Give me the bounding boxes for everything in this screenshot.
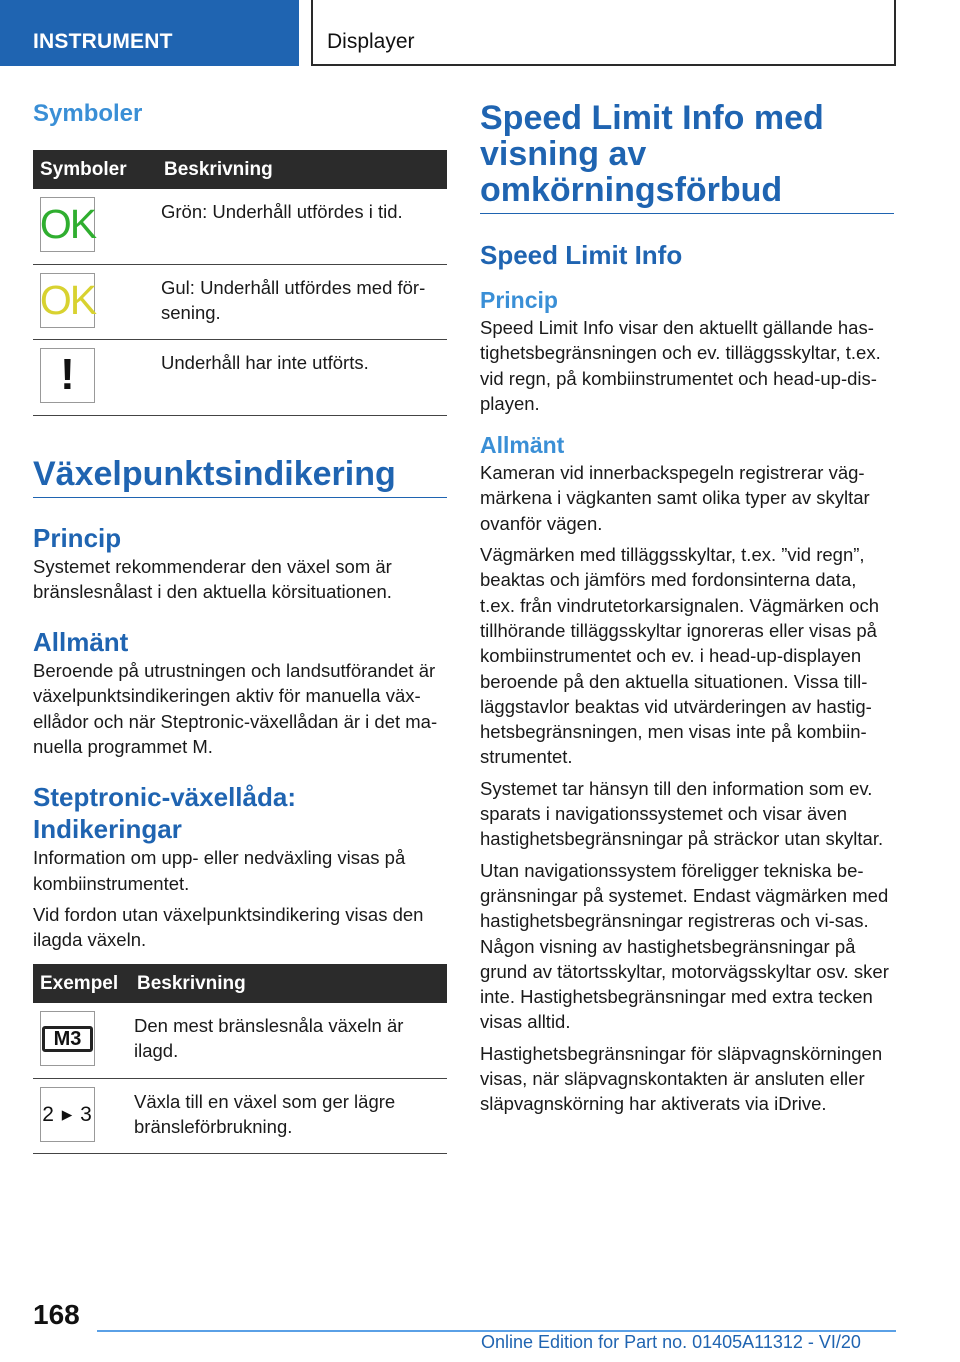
steptronic-text-2: Vid fordon utan växelpunktsindikering visas den ilagda växeln. xyxy=(33,903,424,951)
gear-m3-icon-text: M3 xyxy=(42,1026,93,1052)
allmant-heading: Allmänt xyxy=(33,627,129,658)
table-cell-description: Växla till en växel som ger lägre bränsleförbrukning. xyxy=(130,1078,447,1153)
left-column xyxy=(33,100,447,1154)
ok-green-icon xyxy=(40,197,95,252)
paragraph: Hastighetsbegränsningar för släpvagnskörningen visas, när släpvagnskontakten är ansluten eller släpvagnskörning har aktiverats via iDrive. xyxy=(480,1042,883,1115)
table-cell-description: Grön: Underhåll utfördes i tid. xyxy=(157,189,447,264)
princip-heading: Princip xyxy=(33,522,122,553)
symbols-table xyxy=(33,150,447,416)
table-header-description: Beskrivning xyxy=(157,150,447,189)
table-header-description: Beskrivning xyxy=(130,964,447,1003)
paragraph: Utan navigationssystem föreligger tekniska be-gränsningar på systemet. Endast vägmärken med hastighetsbegränsningar registreras och vi-sas. Någon visning av hastighetsbegränsningar på grund av tätortsskyltar, motorvägsskyltar osv. sker inte. Hastighetsbegränsningar med extra tecken visas alltid. xyxy=(480,859,889,1033)
table-row xyxy=(33,1078,447,1153)
shift-up-icon xyxy=(40,1087,95,1142)
princip-heading: Princip xyxy=(480,287,558,313)
table-header-symbols: Symboler xyxy=(33,150,157,189)
page-number: 168 xyxy=(33,1299,80,1330)
princip-text: Speed Limit Info visar den aktuellt gällande has-tighetsbegränsningen och ev. tilläggsskyltar, t.ex. vid regn, på kombiinstrumentet och head-up-dis-playen. xyxy=(480,317,881,414)
ok-yellow-icon xyxy=(40,273,95,328)
paragraph: Systemet tar hänsyn till den information som ev. sparats i navigationssystemet och visar även hastighetsbegränsningar på sträckor utan skyltar. xyxy=(480,777,884,850)
steptronic-text: Information om upp- eller nedväxling visas på kombiinstrumentet. xyxy=(33,847,406,894)
table-cell-description: Underhåll har inte utförts. xyxy=(157,339,447,415)
table-header-row xyxy=(33,150,447,189)
allmant-heading: Allmänt xyxy=(480,432,565,459)
header-section-label: INSTRUMENT xyxy=(33,30,173,53)
princip-text: Systemet rekommenderar den växel som är bränslesnålast i den aktuella körsituationen. xyxy=(33,555,392,602)
table-cell-description: Den mest bränslesnåla växeln är ilagd. xyxy=(130,1003,447,1078)
ok-icon-text: OK xyxy=(39,276,96,323)
gear-m3-icon xyxy=(40,1011,95,1066)
example-table xyxy=(33,964,447,1154)
allmant-text: Beroende på utrustningen och landsutförandet är växelpunktsindikeringen aktiv för manuella väx-ellådor och när Steptronic-växellådan är i det ma-nuella programmet M. xyxy=(33,660,438,757)
header-section-tab xyxy=(0,0,299,66)
table-row xyxy=(33,1003,447,1078)
section-title-speed-limit: Speed Limit Info med visning av omkörningsförbud xyxy=(480,100,894,214)
exclamation-icon-text: ! xyxy=(60,350,75,399)
table-row xyxy=(33,189,447,264)
table-row xyxy=(33,339,447,415)
paragraph: Vägmärken med tilläggsskyltar, t.ex. ”vid regn”, beaktas och jämförs med fordonsinterna data, t.ex. från vindrutetorkarsignalen. Vägmärken och tillhörande tilläggsskyltar ignoreras eller visas på kombiinstrumentet och ev. i head-up-displayen beroende på den aktuella situationen. Vissa till-läggstavlor beaktas vid utvärderingen av hastig-hetsbegränsningen, men visas inte på kombiin-strumentet. xyxy=(480,544,879,768)
steptronic-heading: Steptronic-växellåda: Indikeringar xyxy=(33,782,296,845)
right-column xyxy=(480,100,894,1117)
speed-limit-info-heading: Speed Limit Info xyxy=(480,240,683,270)
section-title-gear-indicator: Växelpunktsindikering xyxy=(33,456,447,498)
ok-icon-text: OK xyxy=(39,201,96,247)
exclamation-icon xyxy=(40,348,95,403)
table-cell-description: Gul: Underhåll utfördes med för-sening. xyxy=(157,264,447,339)
symbols-heading: Symboler xyxy=(33,100,143,127)
shift-up-icon-text: 2 ▸ 3 xyxy=(42,1102,93,1126)
table-row xyxy=(33,264,447,339)
paragraph: Kameran vid innerbackspegeln registrerar väg-märkena i vägkanten samt olika typer av skyltar ovanför vägen. xyxy=(480,462,870,534)
header-topic-label: Displayer xyxy=(327,30,415,53)
header-topic-box xyxy=(311,0,896,66)
table-header-example: Exempel xyxy=(33,964,130,1003)
table-header-row xyxy=(33,964,447,1003)
footer-edition: Online Edition for Part no. 01405A11312 - VI/20 xyxy=(481,1332,861,1352)
